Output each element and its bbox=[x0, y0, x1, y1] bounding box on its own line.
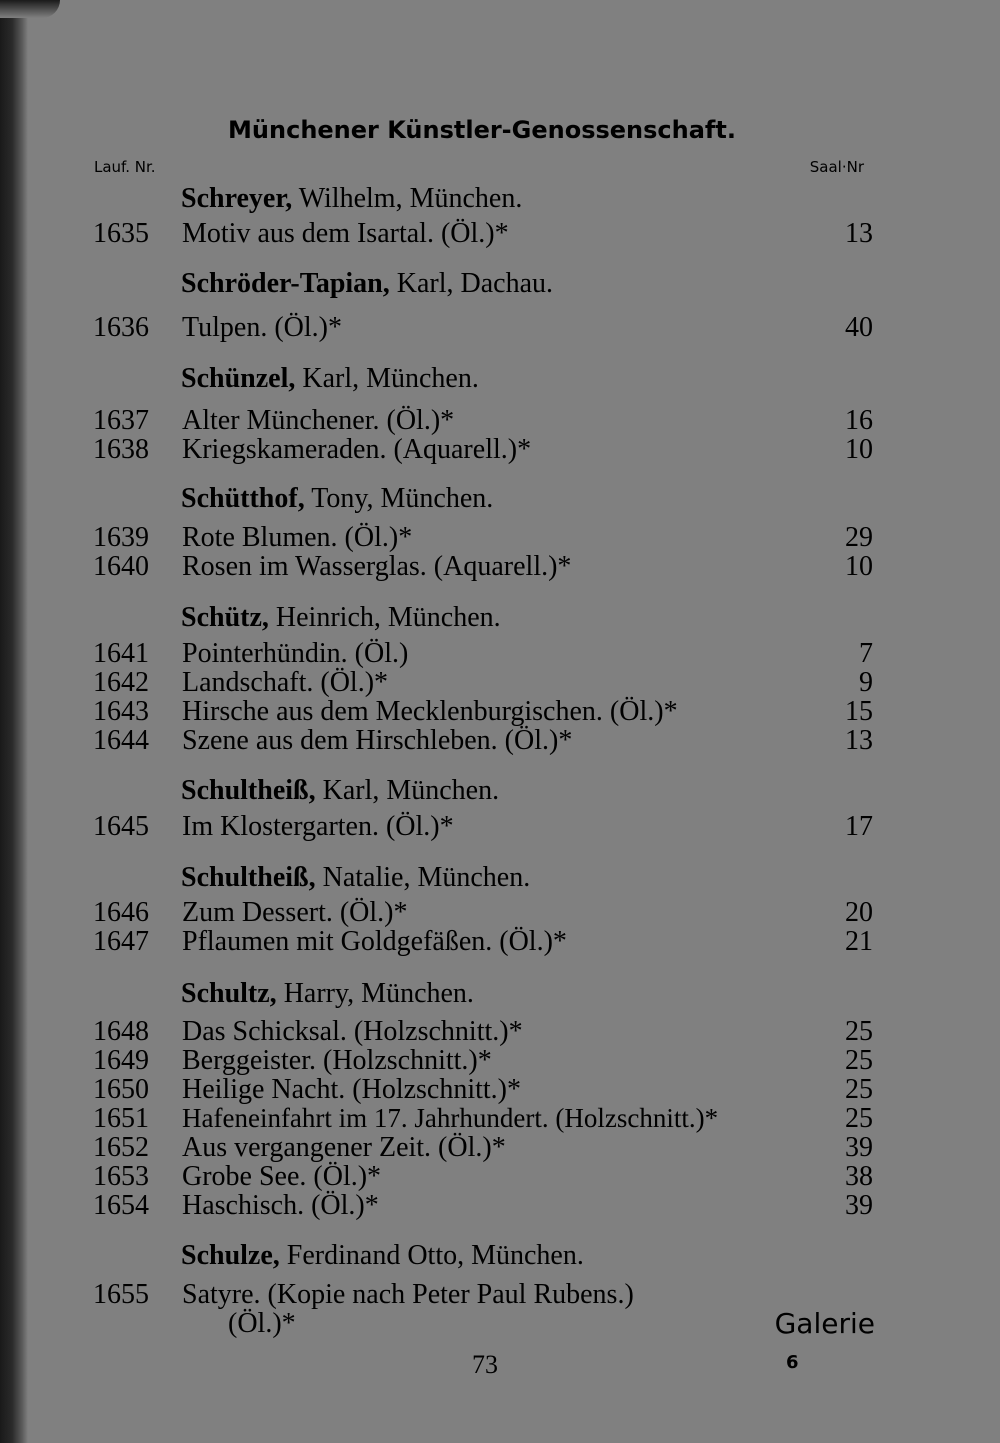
artist-heading: Schröder-Tapian, Karl, Dachau. bbox=[181, 268, 554, 299]
catalog-entry: 1641 Pointerhündin. (Öl.) 7 bbox=[93, 638, 873, 669]
artist-heading: Schütz, Heinrich, München. bbox=[181, 602, 501, 633]
artist-heading: Schulze, Ferdinand Otto, München. bbox=[181, 1240, 584, 1271]
catalog-entry: 1637 Alter Münchener. (Öl.)* 16 bbox=[93, 405, 873, 436]
catalog-entry: 1650 Heilige Nacht. (Holzschnitt.)* 25 bbox=[93, 1074, 873, 1105]
artist-heading: Schultheiß, Karl, München. bbox=[181, 775, 500, 806]
column-head-room: Saal·Nr bbox=[809, 158, 864, 176]
catalog-entry: 1652 Aus vergangener Zeit. (Öl.)* 39 bbox=[93, 1132, 873, 1163]
catalog-entry: 1644 Szene aus dem Hirschleben. (Öl.)* 13 bbox=[93, 725, 873, 756]
catalog-entry: 1654 Haschisch. (Öl.)* 39 bbox=[93, 1190, 873, 1221]
catalog-entry: 1648 Das Schicksal. (Holzschnitt.)* 25 bbox=[93, 1016, 873, 1047]
catalog-entry: 1640 Rosen im Wasserglas. (Aquarell.)* 10 bbox=[93, 551, 873, 582]
catalog-entry: 1646 Zum Dessert. (Öl.)* 20 bbox=[93, 897, 873, 928]
catalog-entry: 1638 Kriegskameraden. (Aquarell.)* 10 bbox=[93, 434, 873, 465]
artist-heading: Schreyer, Wilhelm, München. bbox=[181, 183, 523, 214]
catalog-entry: 1639 Rote Blumen. (Öl.)* 29 bbox=[93, 522, 873, 553]
column-head-number: Lauf. Nr. bbox=[94, 158, 156, 176]
artist-heading: Schultz, Harry, München. bbox=[181, 978, 474, 1009]
catalog-entry: 1653 Grobe See. (Öl.)* 38 bbox=[93, 1161, 873, 1192]
catalog-entry: 1655 Satyre. (Kopie nach Peter Paul Rubens.) bbox=[93, 1279, 634, 1310]
catalog-entry: 1643 Hirsche aus dem Mecklenburgischen. (Öl.)* 15 bbox=[93, 696, 873, 727]
catalog-entry: 1642 Landschaft. (Öl.)* 9 bbox=[93, 667, 873, 698]
artist-heading: Schünzel, Karl, München. bbox=[181, 363, 479, 394]
catalog-entry: 1635 Motiv aus dem Isartal. (Öl.)* 13 bbox=[93, 218, 873, 249]
book-binding-corner bbox=[0, 0, 60, 18]
artist-heading: Schütthof, Tony, München. bbox=[181, 483, 494, 514]
catalog-entry: 1647 Pflaumen mit Goldgefäßen. (Öl.)* 21 bbox=[93, 926, 873, 957]
catalog-entry: 1649 Berggeister. (Holzschnitt.)* 25 bbox=[93, 1045, 873, 1076]
entry-continuation: (Öl.)* bbox=[228, 1308, 296, 1339]
catalog-entry: 1651 Hafeneinfahrt im 17. Jahrhundert. (Holzschnitt.)* 25 bbox=[93, 1103, 873, 1134]
page-title: Münchener Künstler-Genossenschaft. bbox=[228, 116, 736, 144]
catalog-entry: 1636 Tulpen. (Öl.)* 40 bbox=[93, 312, 873, 343]
signature-mark: 6 bbox=[786, 1352, 799, 1373]
artist-heading: Schultheiß, Natalie, München. bbox=[181, 862, 531, 893]
catalog-entry: 1645 Im Klostergarten. (Öl.)* 17 bbox=[93, 811, 873, 842]
page-number: 73 bbox=[472, 1350, 498, 1379]
room-galerie: Galerie bbox=[774, 1307, 875, 1340]
